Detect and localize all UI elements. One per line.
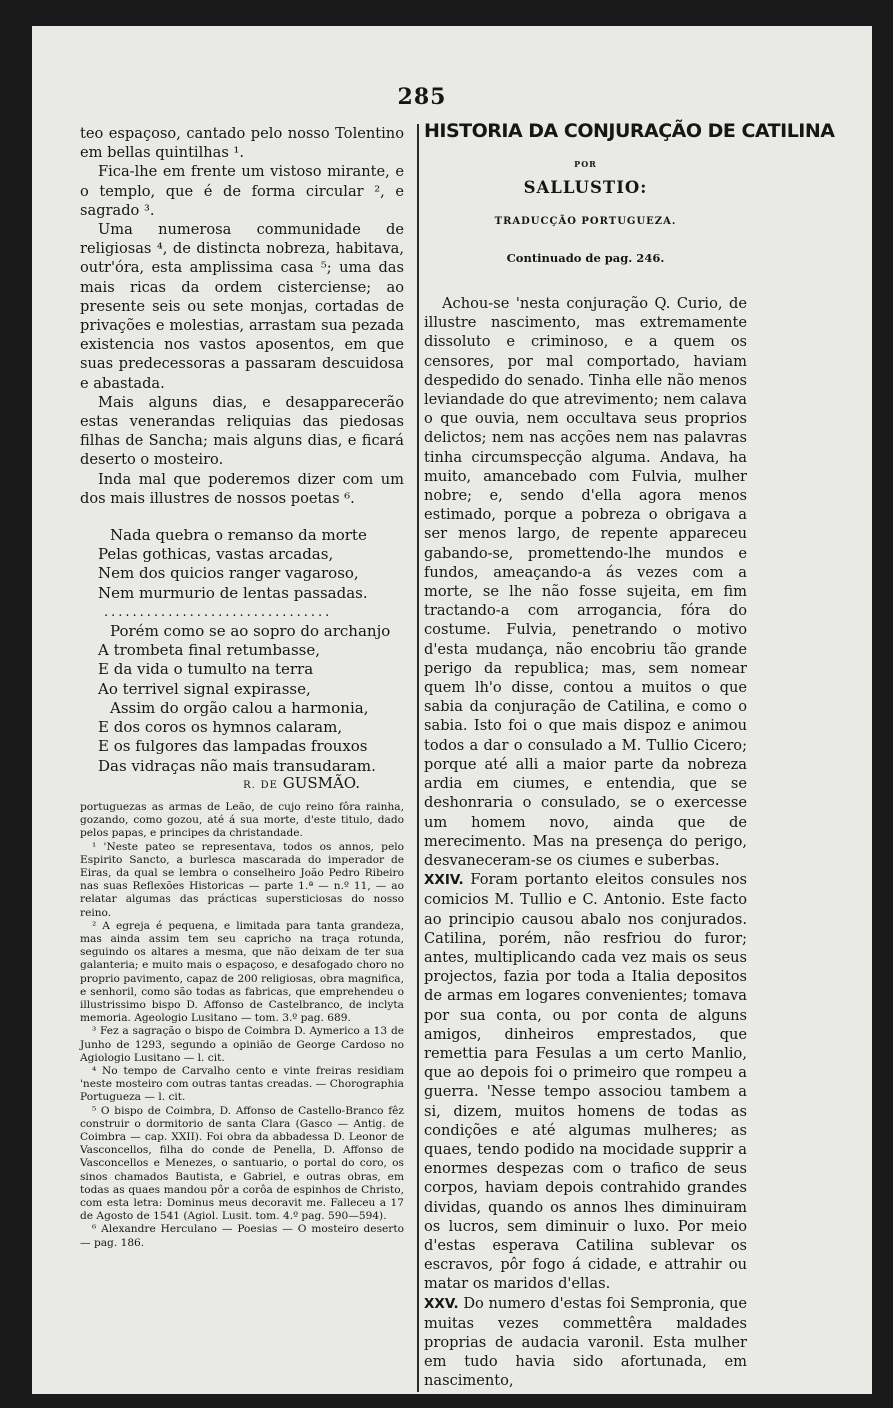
chapter-paragraph	[424, 870, 747, 1293]
poem-line: Ao terrivel signal expirasse,	[98, 679, 311, 698]
paragraph: Mais alguns dias, e desapparecerão estas venerandas reliquias das piedosas filhas de Sancha; mais alguns dias, e ficará deserto o mosteiro.	[80, 393, 404, 469]
footnote: ⁶ Alexandre Herculano — Poesias — O mosteiro deserto — pag. 186.	[80, 1223, 404, 1249]
poem-line: E da vida o tumulto na terra	[98, 660, 314, 679]
chapter-number: XXV.	[424, 1295, 459, 1312]
poem-line: A trombeta final retumbasse,	[98, 641, 320, 660]
byline-por: POR	[574, 159, 597, 170]
poem-line: Pelas gothicas, vastas arcadas,	[98, 545, 334, 564]
poem-line: Nem dos quicios ranger vagaroso,	[98, 564, 359, 583]
right-column	[424, 120, 835, 1391]
chapter-text: Do numero d'estas foi Sempronia, que muitas vezes commettêra maldades proprias de audacia varonil. Esta mulher em tudo havia sido afortunada, em nascimento,	[424, 1294, 748, 1390]
continued-note: Continuado de pag. 246.	[506, 250, 665, 265]
footnote: portuguezas as armas de Leão, de cujo reino fôra rainha, gozando, como gozou, até á sua morte, d'este titulo, dado pelos papas, e principes da christandade.	[80, 800, 404, 840]
chapter-paragraph	[424, 1294, 747, 1391]
paragraph: Achou-se 'nesta conjuração Q. Curio, de illustre nascimento, mas extremamente dissoluto e criminoso, e a quem os censores, por mal comportado, haviam despedido do senado. Tinha elle não menos leviandade do que atrevimento; nem calava o que ouvia, nem occultava seus proprios delictos; nem nas acções nem nas palavras tinha circumspecção alguma. Andava, ha muito, amancebado com Fulvia, mulher nobre; e, sendo d'ella agora menos estimado, porque a pobreza o obrigava a ser menos largo, de repente appareceu gabando-se, promettendo-lhe mundos e fundos, ameaçando-a ás vezes com a morte, se lhe não fosse sujeita, em fim tractando-a com arrogancia, fóra do costume. Fulvia, penetrando o motivo d'esta mudança, não encobriu tão grande perigo da republica; mas, sem nomear quem lh'o disse, contou a muitos o que sabia da conjuração de Catilina, e como o sabia. Isto foi o que mais dispoz e animou todos a dar o consulado a M. Tullio Cicero; porque até alli a maior parte da nobreza ardia em ciumes, e entendia, que se deshonraria o consulado, se o exercesse um homem novo, ainda que de merecimento. Mas na presença do perigo, desvaneceram-se os ciumes e suberbas.	[424, 295, 747, 869]
footnote: ² A egreja é pequena, e limitada para tanta grandeza, mas ainda assim tem seu capricho na traça rotunda, seguindo os altares a mesma, que não deixam de ter sua galanteria; e muito mais o espaçoso, e desafogado choro no proprio pavimento, capaz de 200 religiosas, obra magnifica, e senhoril, como são todas as fabricas, que emprehendeu o illustrissimo bispo D. Affonso de Castelbranco, de inclyta memoria. Ageologio Lusitano — tom. 3.º pag. 689.	[80, 919, 404, 1025]
poem-stanza	[80, 622, 404, 776]
poem-line: Porém como se ao sopro do archanjo	[110, 622, 391, 641]
translation-note: TRADUCÇÃO PORTUGUEZA.	[494, 215, 677, 227]
article-author: SALLUSTIO:	[523, 178, 648, 198]
poem-stanza	[80, 526, 404, 603]
article-body	[424, 294, 747, 1391]
newspaper-page	[32, 26, 872, 1394]
paragraph: Inda mal que poderemos dizer com um dos mais illustres de nossos poetas ⁶.	[80, 470, 404, 507]
footnote: ¹ 'Neste pateo se representava, todos os annos, pelo Espirito Sancto, a burlesca mascarada do imperador de Eiras, da qual se lembra o conselheiro João Pedro Ribeiro nas suas Reflexões Historicas — parte 1.ª — n.º 11, — ao relatar algumas das prácticas supersticiosas do nosso reino.	[80, 840, 404, 919]
footnote: ⁴ No tempo de Carvalho cento e vinte freiras residiam 'neste mosteiro com outras tantas creadas. — Chorographia Portugueza — l. cit.	[80, 1064, 404, 1104]
author-signature: R. DE GUSMÃO.	[243, 773, 360, 792]
footnote: ⁵ O bispo de Coimbra, D. Affonso de Castello-Branco fêz construir o dormitorio de santa Clara (Gasco — Antig. de Coimbra — cap. XXII). Foi obra da abbadessa D. Leonor de Vasconcellos, filha do conde de Penella, D. Affonso de Vasconcellos e Menezes, o santuario, o portal do coro, os sinos chamados Bautista, e Gabriel, e outras obras, em todas as quaes mandou pôr a corôa de espinhos de Christo, com esta letra: Dominus meus decoravit me. Falleceu a 17 de Agosto de 1541 (Agiol. Lusit. tom. 4.º pag. 590—594).	[80, 1104, 404, 1223]
ellipsis-line: ................................	[104, 604, 333, 620]
footnote: ³ Fez a sagração o bispo de Coimbra D. Aymerico a 13 de Junho de 1293, segundo a opinião de George Cardoso no Agiologio Lusitano — l. cit.	[80, 1025, 404, 1064]
article-title: HISTORIA DA CONJURAÇÃO DE CATILINA	[424, 120, 835, 142]
page-number: 285	[397, 84, 447, 110]
paragraph: teo espaçoso, cantado pelo nosso Tolentino em bellas quintilhas ¹.	[80, 125, 404, 162]
chapter-number: XXIV.	[424, 872, 464, 889]
paragraph: Uma numerosa communidade de religiosas ⁴, de distincta nobreza, habitava, outr'óra, esta amplissima casa ⁵; uma das mais ricas da ordem cisterciense; ao presente seis ou sete monjas, cortadas de privações e molestias, arrastam sua pezada existencia nos vastos aposentos, em que suas predecessoras a passaram descuidosa e abastada.	[80, 221, 404, 392]
column-divider	[417, 124, 419, 1392]
paragraph: Fica-lhe em frente um vistoso mirante, e o templo, que é de forma circular ², e sagrado ³.	[80, 163, 404, 219]
poem-line: Assim do orgão calou a harmonia,	[110, 698, 369, 717]
poem-line: E os fulgores das lampadas frouxos	[98, 737, 368, 756]
chapter-text: Foram portanto eleitos consules nos comicios M. Tullio e C. Antonio. Este facto ao principio causou abalo nos conjurados. Catilina, porém, não resfriou do furor; antes, multiplicando cada vez mais os seus projectos, fazia por toda a Italia depositos de armas em logares convenientes; tomava por sua conta, ou por conta de alguns amigos, dinheiros emprestados, que remettia para Fesulas a um certo Manlio, que ao depois foi o primeiro que rompeu a guerra. 'Nesse tempo associou tambem a si, dizem, muitos homens de todas as condições e até algumas mulheres; as quaes, tendo podido na mocidade supprir a enormes despezas com o trafico de seus corpos, haviam depois contrahido grandes dividas, quando os annos lhes diminuiram os lucros, sem diminuir o luxo. Por meio d'estas esperava Catilina sublevar os escravos, pôr fogo á cidade, e attrahir ou matar os maridos d'ellas.	[424, 871, 747, 1293]
poem-line: Das vidraças não mais transudaram.	[98, 756, 376, 775]
poem-line: Nada quebra o remanso da morte	[110, 526, 367, 545]
poem-line: Nem murmurio de lentas passadas.	[98, 583, 368, 602]
footnotes	[80, 801, 404, 1250]
left-column	[80, 124, 404, 1250]
poem-line: E dos coros os hymnos calaram,	[98, 718, 343, 737]
